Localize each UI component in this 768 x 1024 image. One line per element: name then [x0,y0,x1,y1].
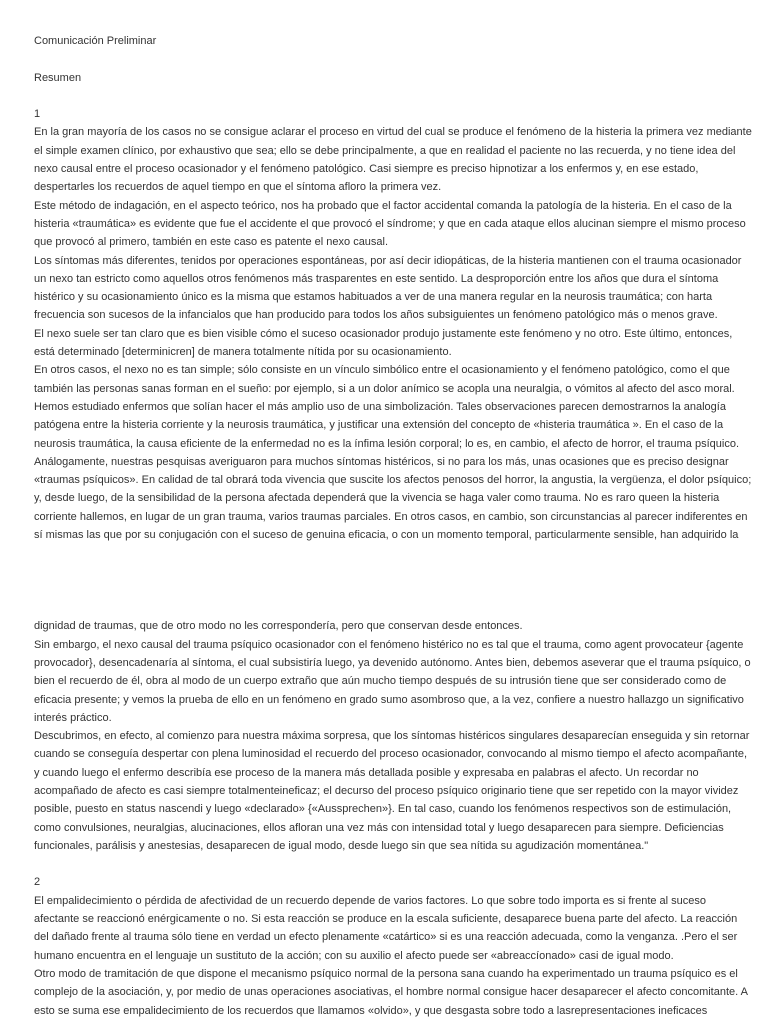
text-line: «traumas psíquicos». En calidad de tal obrará toda vivencia que suscite los afectos penosos del horror, la angustia, la vergüenza, el dolor psíquico; [34,474,752,487]
section-1-text [34,123,752,544]
text-line: cuando se conseguía despertar con plena luminosidad el recuerdo del proceso ocasionador, convocando al mismo tiempo el afecto acompañante, [34,748,748,761]
text-line: Análogamente, nuestras pesquisas averiguaron para muchos síntomas histéricos, si no para los más, unas ocasiones que es preciso designar [34,455,729,468]
text-line: frecuencia son sucesos de la infancialos que han producido para todos los años subsiguientes un fenómeno patológico más o menos grave. [34,309,718,322]
text-line: En la gran mayoría de los casos no se consigue aclarar el proceso en virtud del cual se produce el fenómeno de la histeria la primera vez mediante [34,126,752,139]
text-line: eficacia presente; y vemos la prueba de ello en un fenómeno en grado sumo asombroso que, a la vez, confiere a nuestro hallazgo un significativo [34,693,744,706]
text-line: esto se suma ese empalidecimiento de los recuerdos que llamamos «olvido», y que desgasta sobre todo a lasrepresentaciones ineficaces [34,1004,708,1017]
text-line: Otro modo de tramitación de que dispone el mecanismo psíquico normal de la persona sana cuando ha experimentado un trauma psíquico es el [34,967,738,980]
text-line: sí mismas las que por su conjugación con el suceso de genuina eficacia, o con un momento temporal, particularmente sensible, han adquirido la [34,529,739,542]
section-1-text-continued [34,617,751,855]
text-line: Hemos estudiado enfermos que solían hacer el más amplio uso de una simbolización. Tales observaciones parecen demostrarnos la analogía [34,400,726,413]
text-line: un nexo tan estricto como aquellos otros fenómenos más trasparentes en este sentido. La desproporción entre los años que dura el síntoma [34,272,719,285]
text-line: despertarles los recuerdos de aquel tiempo en que el síntoma afloro la primera vez. [34,181,442,194]
text-line: está determinado [determinicren] de manera totalmente nítida por su ocasionamiento. [34,346,452,359]
text-line: dignidad de traumas, que de otro modo no les correspondería, pero que conservan desde entonces. [34,620,523,633]
text-line: corriente hallemos, en lugar de un gran trauma, varios traumas parciales. En otros casos, en cambio, son circunstancias al parecer indiferentes en [34,510,748,523]
text-line: histeria «traumática» es evidente que fue el accidente el que provocó el síndrome; y que en cada ataque ellos alucinan siempre el mismo proceso [34,217,746,230]
section-number: 2 [34,876,41,889]
section-number: 1 [34,108,41,121]
text-line: Este método de indagación, en el aspecto teórico, nos ha probado que el factor accidental comanda la patología de la histeria. En el caso de la [34,199,732,212]
text-line: también las personas sanas forman en el sueño: por ejemplo, si a un dolor anímico se acopla una neuralgia, o vómitos al afecto del asco moral. [34,382,735,395]
text-line: interés práctico. [34,711,112,724]
text-line: acompañado de afecto es casi siempre totalmenteineficaz; el decurso del proceso psíquico originario tiene que ser repetido con la mayor vividez [34,784,739,797]
text-line: El empalidecimiento o pérdida de afectividad de un recuerdo depende de varios factores. Lo que sobre todo importa es si frente al suceso [34,894,707,907]
text-line: patógena entre la histeria corriente y la neurosis traumática, y justificar una extensión del concepto de «histeria traumática ». En el caso de la [34,419,724,432]
text-line: del dañado frente al trauma sólo tiene en verdad un efecto plenamente «catártico» si es una reacción adecuada, como la venganza. .Pero el ser [34,931,738,944]
text-line: afectante se reaccionó enérgicamente o no. Si esta reacción se produce en la escala suficiente, desaparece buena parte del afecto. La reacción [34,913,738,926]
text-line: bien el recuerdo de él, obra al modo de un cuerpo extraño que aún mucho tiempo después de su intrusión tiene que ser considerado como de [34,675,727,688]
text-line: nexo causal entre el proceso ocasionador y el fenómeno patológico. Casi siempre es preciso hipnotizar a los enfermos y, en ese estado, [34,163,699,176]
text-line: el simple examen clínico, por exhaustivo que sea; ello se debe principalmente, a que en realidad el paciente no las recuerda, y no tiene idea del [34,144,736,157]
text-line: como convulsiones, neuralgias, alucinaciones, ellos afloran una vez más con intensidad total y luego desaparecen para siempre. Deficiencias [34,821,724,834]
text-line: neurosis traumática, la causa eficiente de la enfermedad no es la ínfima lesión corporal; lo es, en cambio, el afecto de horror, el trauma psíquico. [34,437,739,450]
text-line: complejo de la asociación, y, por medio de unas operaciones asociativas, el hombre normal consigue hacer desaparecer el afecto concomitante. A [34,986,748,999]
document-body [34,32,752,1020]
text-line: El nexo suele ser tan claro que es bien visible cómo el suceso ocasionador produjo justamente este fenómeno y no otro. Este último, entonces, [34,327,733,340]
text-line: funcionales, parálisis y anestesias, desaparecen de igual modo, desde luego sin que sea nítida su agudización momentánea." [34,839,649,852]
document-subtitle: Resumen [34,71,82,84]
text-line: y, desde luego, de la sensibilidad de la persona afectada dependerá que la vivencia se haga valer como trauma. No es raro queen la histeria [34,492,720,505]
text-line: provocador}, desencadenaría al síntoma, el cual subsistiría luego, ya devenido autónomo. Antes bien, debemos aseverar que el trauma psíquico, o [34,656,751,669]
text-line: y cuando luego el enfermo describía ese proceso de la manera más detallada posible y expresaba en palabras el afecto. Un recordar no [34,766,699,779]
text-line: histérico y su ocasionamiento único es la misma que estamos habituados a ver de una manera regular en la neurosis traumática; con harta [34,291,713,304]
text-line: posible, puesto en status nascendi y luego «declarado» {«Aussprechen»}. En tal caso, cuando los fenómenos respectivos son de estimulación, [34,803,732,816]
text-line: Los síntomas más diferentes, tenidos por operaciones espontáneas, por así decir idiopáticas, de la histeria mantienen con el trauma ocasionador [34,254,742,267]
text-line: Sin embargo, el nexo causal del trauma psíquico ocasionador con el fenómeno histérico no es tal que el trauma, como agent provocateur {agente [34,638,744,651]
section-2-text [34,892,748,1020]
document-title: Comunicación Preliminar [34,35,157,47]
text-line: humano encuentra en el lenguaje un sustituto de la acción; con su auxilio el afecto puede ser «abreaccíonado» casi de igual modo. [34,949,674,962]
text-line: Descubrimos, en efecto, al comienzo para nuestra máxima sorpresa, que los síntomas histéricos singulares desaparecían enseguida y sin retornar [34,730,750,743]
text-line: En otros casos, el nexo no es tan simple; sólo consiste en un vínculo simbólico entre el ocasionamiento y el fenómeno patológico, como el que [34,364,730,377]
text-line: que provocó al primero, también en este caso es patente el nexo causal. [34,236,389,249]
